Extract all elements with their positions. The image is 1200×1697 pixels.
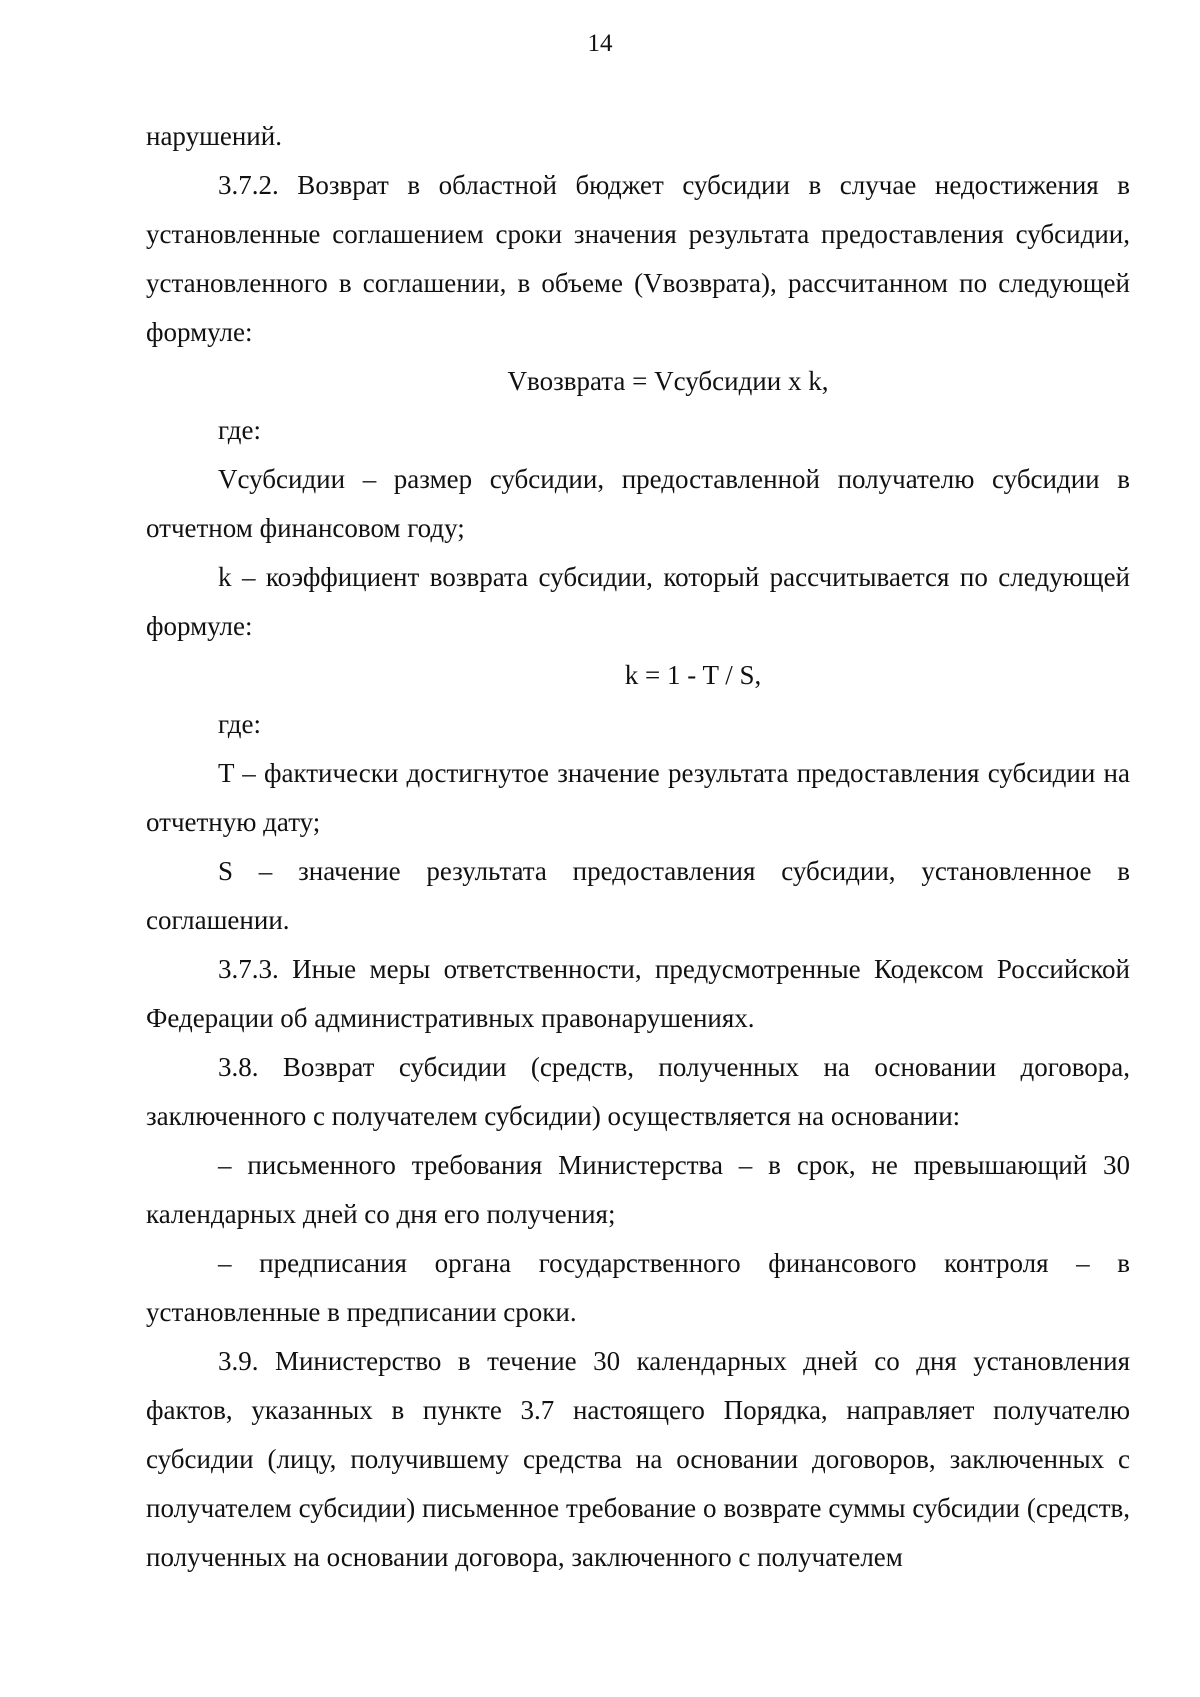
- list-item-prescription: – предписания органа государственного финансового контроля – в установленные в предписании сроки.: [146, 1248, 1130, 1327]
- definition-s: S – значение результата предоставления субсидии, установленное в соглашении.: [146, 856, 1130, 935]
- formula-k: k = 1 - T / S,: [624, 660, 762, 690]
- where-label-1: где:: [218, 415, 261, 445]
- page-number: 14: [587, 30, 613, 57]
- document-body: [146, 112, 1130, 1582]
- paragraph-continuation: нарушений.: [146, 121, 282, 151]
- definition-v-subsidy: Vсубсидии – размер субсидии, предоставленной получателю субсидии в отчетном финансовом году;: [146, 464, 1130, 543]
- where-label-2: где:: [218, 709, 261, 739]
- formula-v-return: Vвозврата = Vсубсидии x k,: [507, 366, 829, 396]
- paragraph-3-7-2: 3.7.2. Возврат в областной бюджет субсидии в случае недостижения в установленные соглашением сроки значения результата предоставления субсидии, установленного в соглашении, в объеме (Vвозврата), рассчитанном по следующей формуле:: [146, 170, 1130, 347]
- definition-k: k – коэффициент возврата субсидии, который рассчитывается по следующей формуле:: [146, 562, 1130, 641]
- definition-t: T – фактически достигнутое значение результата предоставления субсидии на отчетную дату;: [146, 758, 1130, 837]
- paragraph-3-8: 3.8. Возврат субсидии (средств, полученных на основании договора, заключенного с получателем субсидии) осуществляется на основании:: [146, 1052, 1130, 1131]
- list-item-written-demand: – письменного требования Министерства – в срок, не превышающий 30 календарных дней со дня его получения;: [146, 1150, 1130, 1229]
- paragraph-3-9: 3.9. Министерство в течение 30 календарных дней со дня установления фактов, указанных в пункте 3.7 настоящего Порядка, направляет получателю субсидии (лицу, получившему средства на основании договоров, заключенных с получателем субсидии) письменное требование о возврате суммы субсидии (средств, полученных на основании договора, заключенного с получателем: [146, 1346, 1130, 1572]
- paragraph-3-7-3: 3.7.3. Иные меры ответственности, предусмотренные Кодексом Российской Федерации об административных правонарушениях.: [146, 954, 1130, 1033]
